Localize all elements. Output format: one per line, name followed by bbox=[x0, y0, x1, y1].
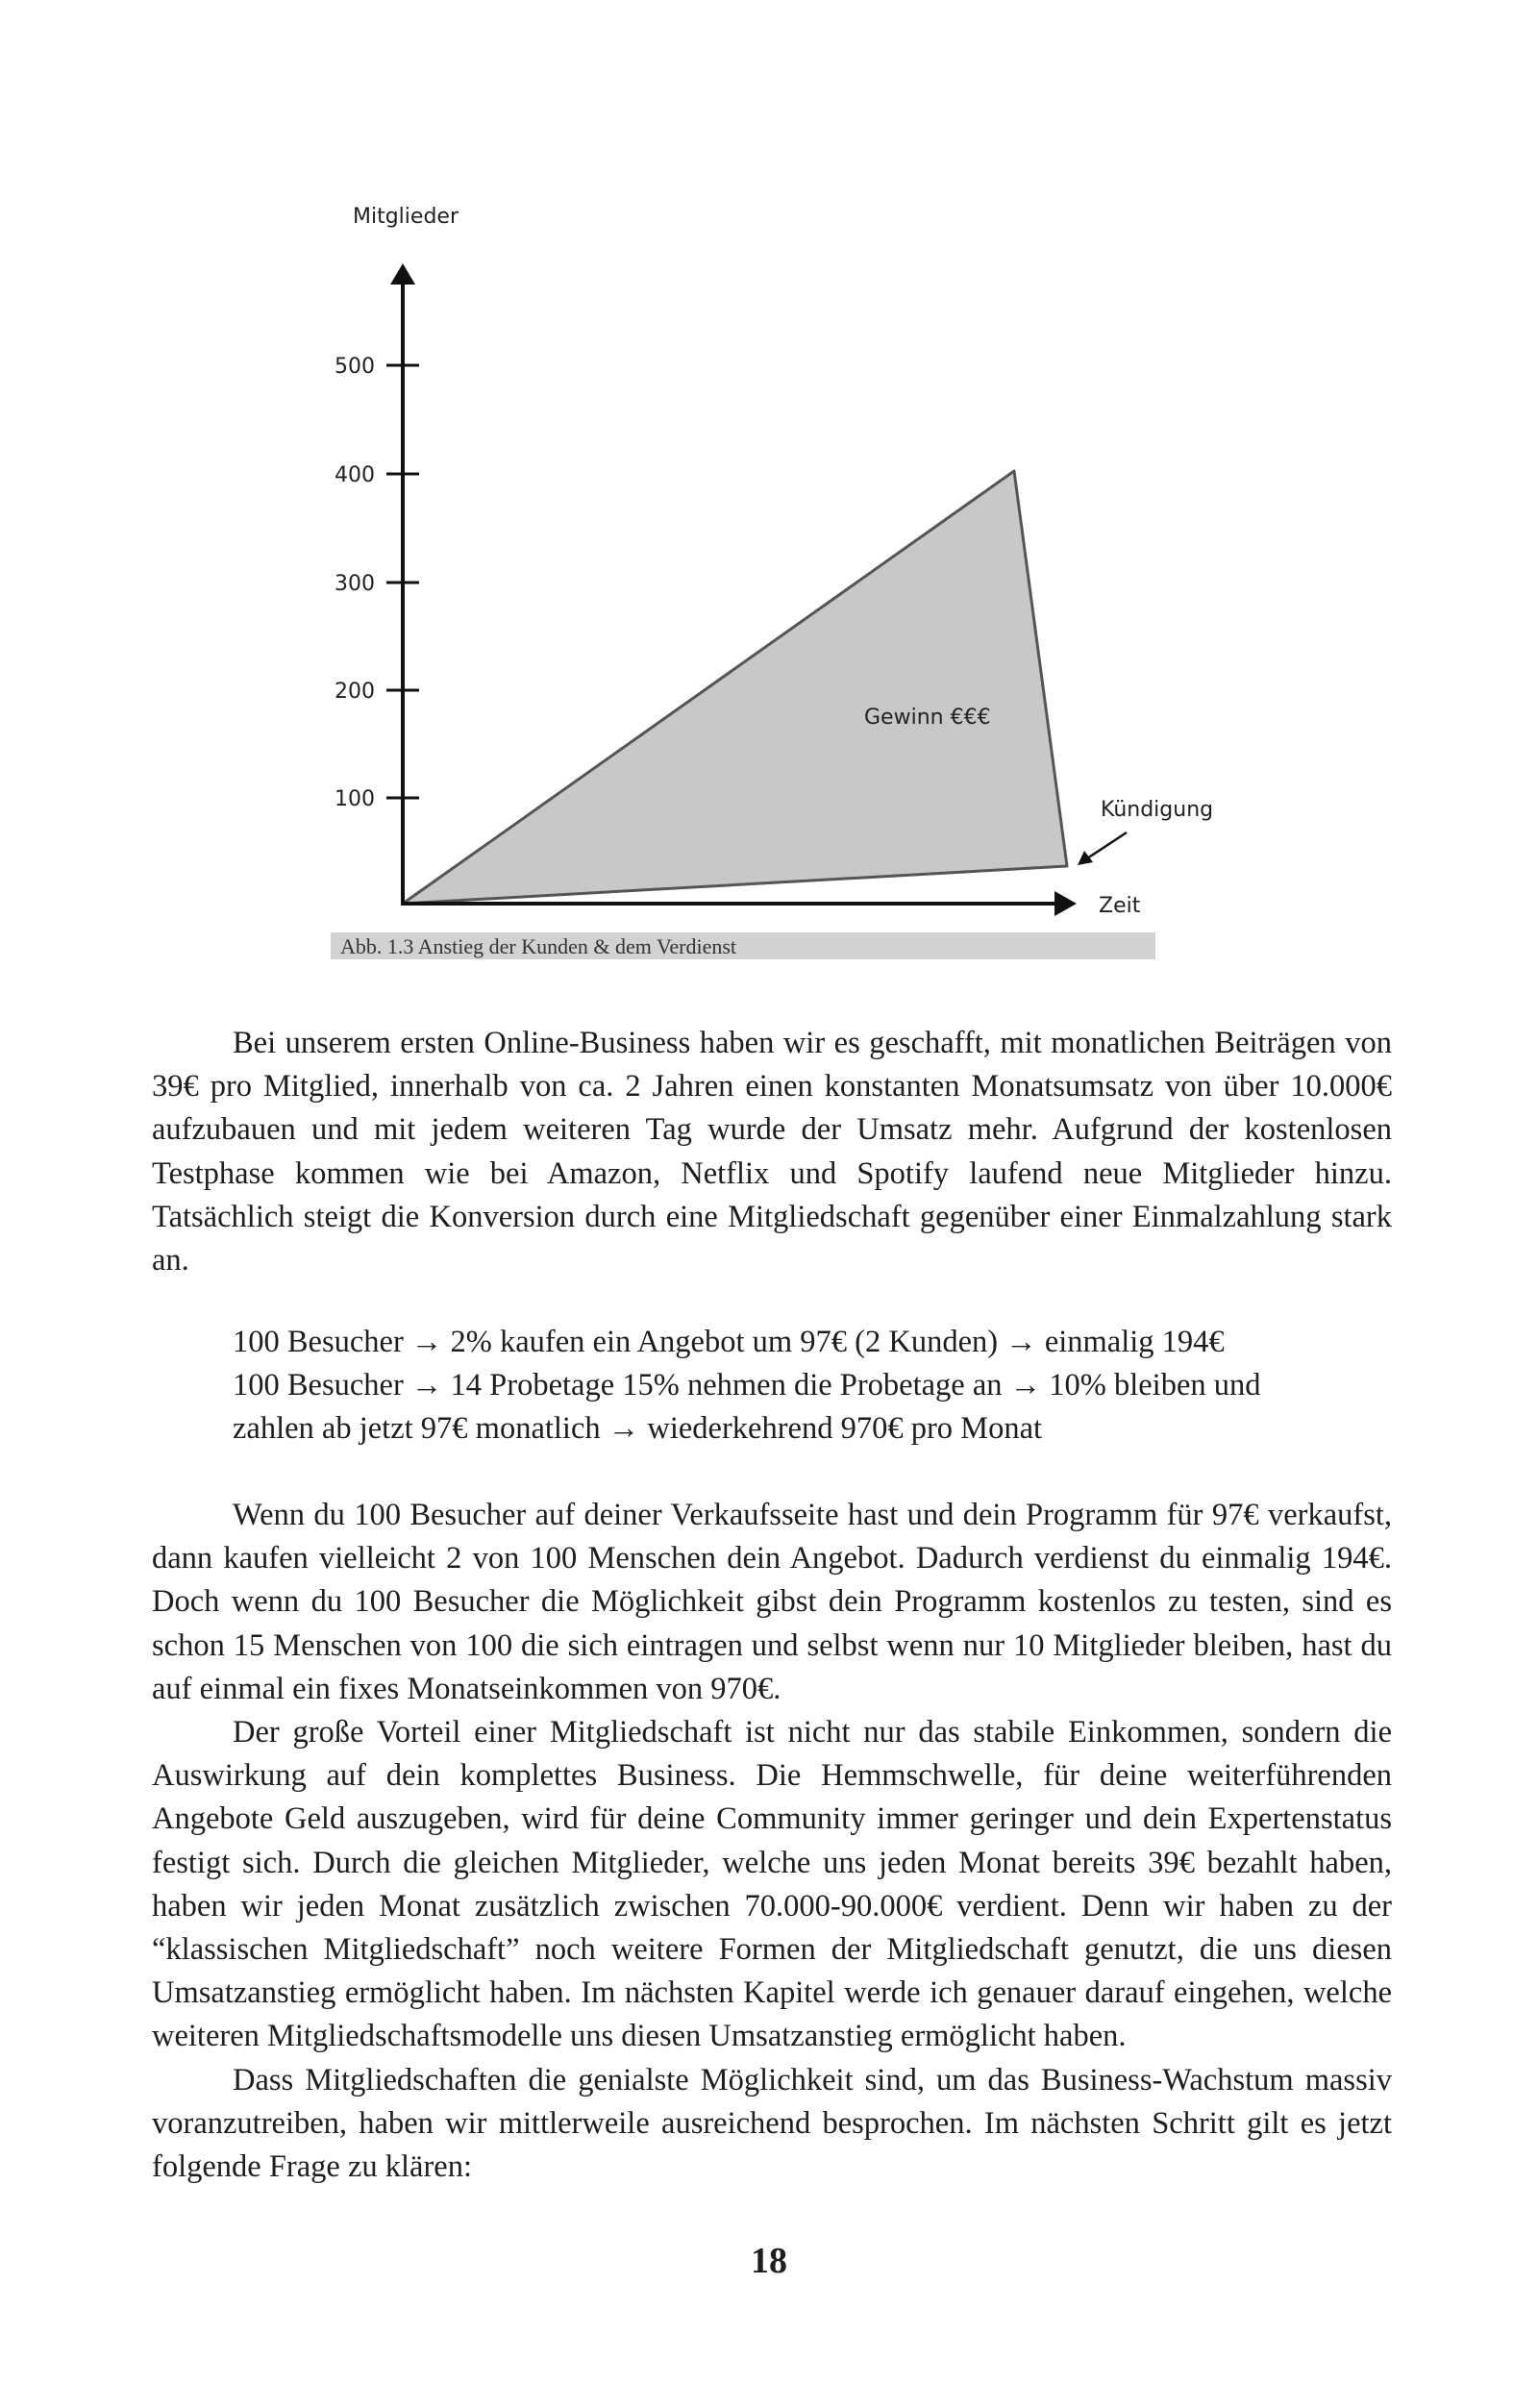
y-axis-label: Mitglieder bbox=[353, 205, 459, 229]
annotation-label: Kündigung bbox=[1101, 798, 1214, 822]
figure-caption: Abb. 1.3 Anstieg der Kunden & dem Verdienst bbox=[340, 934, 737, 958]
formula-line: zahlen ab jetzt 97€ monatlich → wiederkehrend 970€ pro Monat bbox=[233, 1411, 1043, 1446]
area-label: Gewinn €€€ bbox=[864, 706, 991, 730]
annotation-arrowhead bbox=[1078, 851, 1093, 865]
formula-line: 100 Besucher → 2% kaufen ein Angebot um 97€ (2 Kunden) → einmalig 194€ bbox=[233, 1325, 1225, 1359]
x-axis-label: Zeit bbox=[1099, 894, 1141, 918]
y-tick-label: 200 bbox=[335, 680, 375, 704]
paragraph: Dass Mitgliedschaften die genialste Möglichkeit sind, um das Business-Wachstum massiv voranzutreiben, haben wir mittlerweile ausreichend besprochen. Im nächsten Schritt gilt es jetzt folgende Frage zu klären: bbox=[152, 2062, 1392, 2185]
growth-diagram bbox=[0, 0, 1538, 971]
x-axis-arrow bbox=[1054, 891, 1077, 916]
paragraph: Der große Vorteil einer Mitgliedschaft ist nicht nur das stabile Einkommen, sondern die Auswirkung auf dein komplettes Business. Die Hemmschwelle, für deine weiterführenden Angebote Geld auszugeben, wird für deine Community immer geringer und dein Expertenstatus festigt sich. Durch die gleichen Mitglieder, welche uns jeden Monat bereits 39€ bezahlt haben, haben wir jeden Monat zusätzlich zwischen 70.000-90.000€ verdient. Denn wir haben zu der “klassischen Mitgliedschaft” noch weitere Formen der Mitgliedschaft genutzt, die uns diesen Umsatzanstieg ermöglicht haben. Im nächsten Kapitel werde ich genauer darauf eingehen, welche weiteren Mitgliedschaftsmodelle uns diesen Umsatzanstieg ermöglicht haben. bbox=[152, 1715, 1392, 2054]
y-axis-arrow bbox=[390, 263, 415, 285]
intro-text bbox=[152, 1022, 1392, 1282]
y-tick-label: 100 bbox=[335, 787, 375, 811]
y-tick-label: 500 bbox=[335, 355, 375, 379]
y-tick-label: 400 bbox=[335, 463, 375, 487]
paragraph: Wenn du 100 Besucher auf deiner Verkaufsseite hast und dein Programm für 97€ verkaufst, dann kaufen vielleicht 2 von 100 Menschen dein Angebot. Dadurch verdienst du einmalig 194€. Doch wenn du 100 Besucher die Möglichkeit gibst dein Programm kostenlos zu testen, sind es schon 15 Menschen von 100 die sich eintragen und selbst wenn nur 10 Mitglieder bleiben, hast du auf einmal ein fixes Monatseinkommen von 970€. bbox=[152, 1498, 1392, 1706]
calculation-example bbox=[233, 1321, 1396, 1451]
annotation-arrow bbox=[1087, 832, 1127, 858]
figure bbox=[0, 0, 1538, 971]
body-text bbox=[152, 1494, 1392, 2189]
profit-area bbox=[403, 471, 1067, 904]
figure-caption-bar bbox=[331, 932, 1155, 959]
y-tick-label: 300 bbox=[335, 572, 375, 596]
formula-line: 100 Besucher → 14 Probetage 15% nehmen die Probetage an → 10% bleiben und bbox=[233, 1368, 1261, 1403]
page-number: 18 bbox=[751, 2241, 787, 2281]
paragraph: Bei unserem ersten Online-Business haben wir es geschafft, mit monatlichen Beiträgen von 39€ pro Mitglied, innerhalb von ca. 2 Jahren einen konstanten Monatsumsatz von über 10.000€ aufzubauen und mit jedem weiteren Tag wurde der Umsatz mehr. Aufgrund der kostenlosen Testphase kommen wie bei Amazon, Netflix und Spotify laufend neue Mitglieder hinzu. Tatsächlich steigt die Konversion durch eine Mitgliedschaft gegenüber einer Einmalzahlung stark an. bbox=[152, 1026, 1392, 1278]
